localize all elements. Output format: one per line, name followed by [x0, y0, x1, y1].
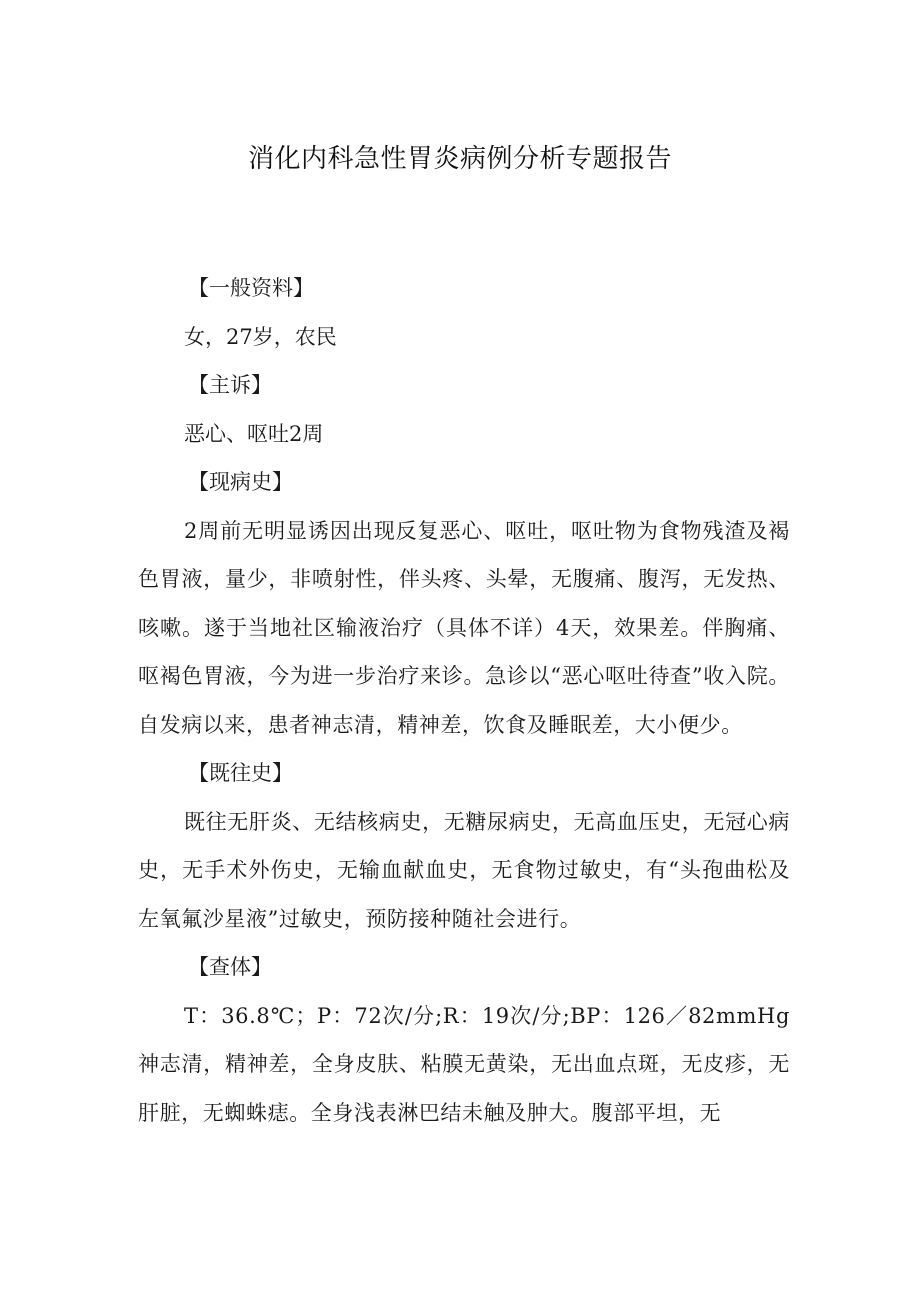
physical-exam-paragraph: T：36.8℃；P：72次/分;R：19次/分;BP：126／82mmHg神志清，精神差，全身皮肤、粘膜无黄染，无出血点斑，无皮疹，无肝脏，无蜘蛛痣。全身浅表淋巴结未触及肿大。腹部平坦，无 [138, 1003, 790, 1125]
section-heading-general: 【一般资料】 [188, 276, 314, 300]
section-heading-present-illness: 【现病史】 [188, 470, 293, 494]
chief-complaint-text: 恶心、呕吐2周 [184, 421, 324, 446]
general-info-text: 女，27岁，农民 [184, 324, 337, 349]
document-body [138, 264, 790, 1137]
section-heading-past-history: 【既往史】 [188, 761, 293, 785]
section-heading-physical-exam: 【查体】 [188, 955, 272, 979]
past-history-paragraph: 既往无肝炎、无结核病史，无糖尿病史，无高血压史，无冠心病史，无手术外伤史，无输血献血史，无食物过敏史，有“头孢曲松及左氧氟沙星液”过敏史，预防接种随社会进行。 [138, 809, 790, 931]
section-heading-complaint: 【主诉】 [188, 373, 272, 397]
present-illness-paragraph: 2周前无明显诱因出现反复恶心、呕吐，呕吐物为食物残渣及褐色胃液，量少，非喷射性，伴头疼、头晕，无腹痛、腹泻，无发热、咳嗽。遂于当地社区输液治疗（具体不详）4天，效果差。伴胸痛、呕褐色胃液，今为进一步治疗来诊。急诊以“恶心呕吐待查”收入院。自发病以来，患者神志清，精神差，饮食及睡眠差，大小便少。 [138, 518, 790, 737]
document-title: 消化内科急性胃炎病例分析专题报告 [247, 144, 672, 174]
